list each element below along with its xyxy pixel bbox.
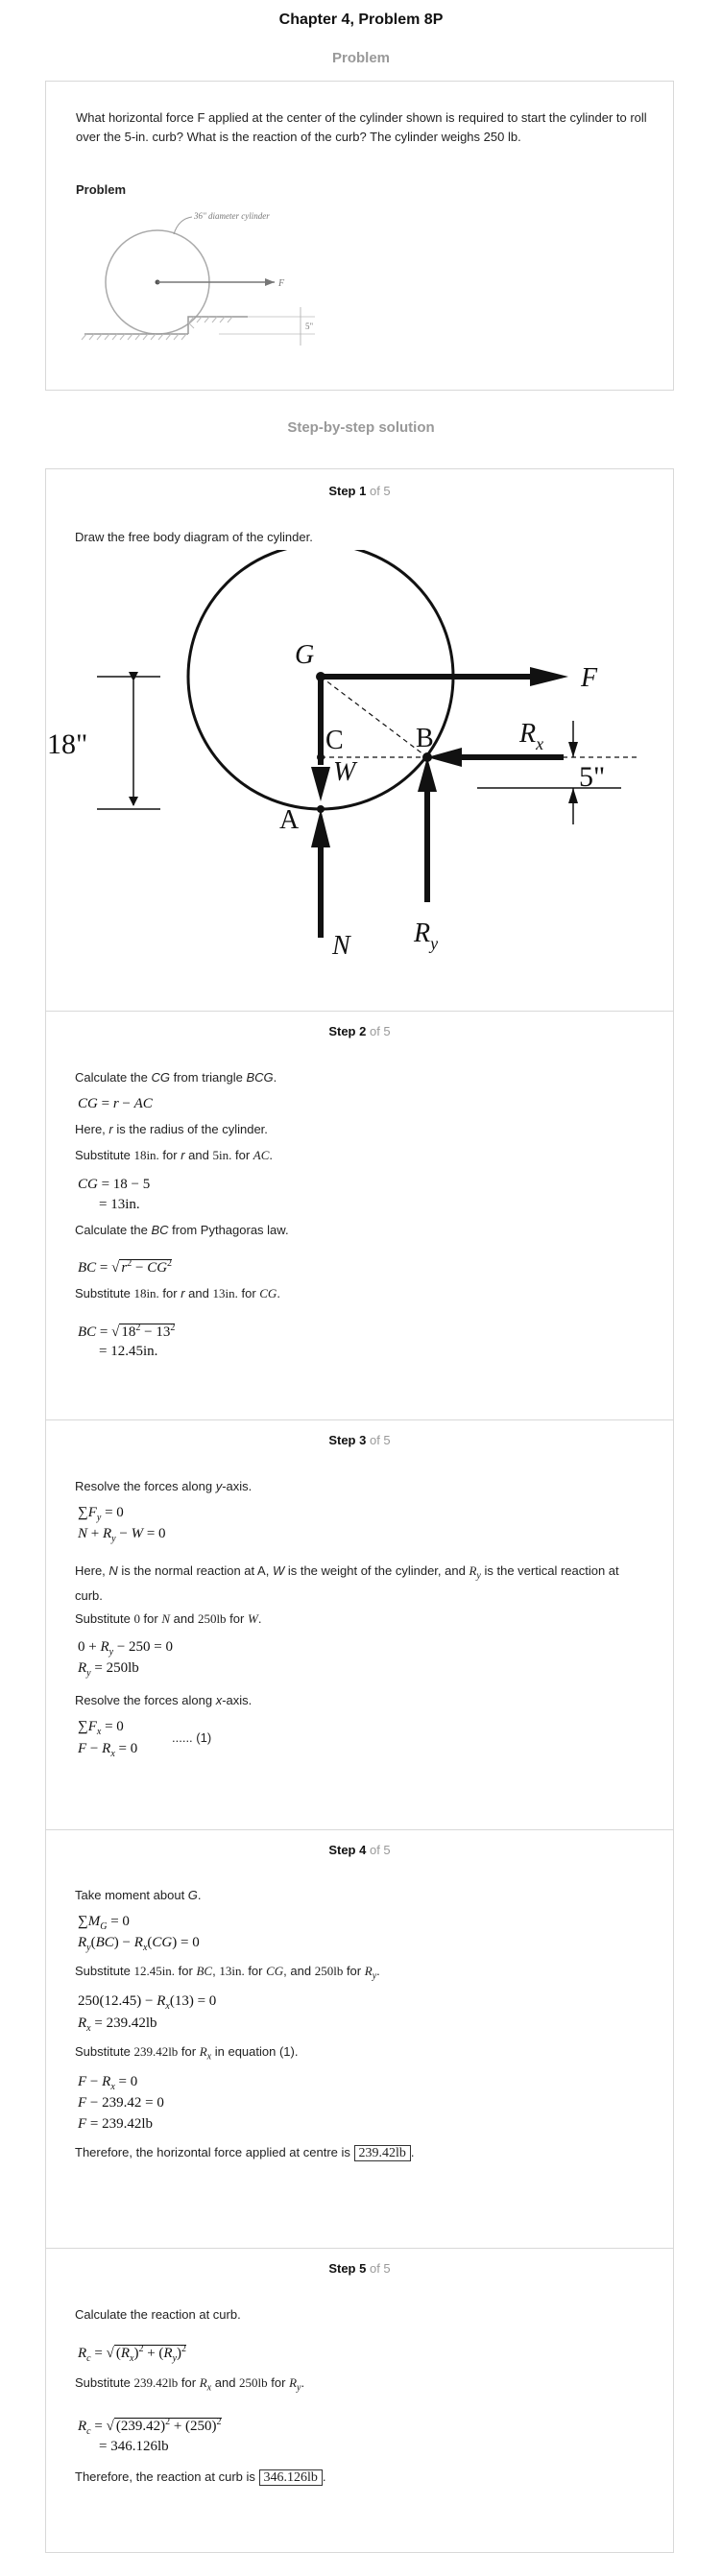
step-1 xyxy=(45,468,674,1011)
step-4-line: Substitute 239.42lb for $R_x$ in equation (1). xyxy=(75,2044,299,2063)
step-3-heading: Step 3 of 5 xyxy=(328,1433,391,1447)
fbd-figure xyxy=(45,550,674,963)
step-5-eq: = 346.126lb xyxy=(99,2439,169,2454)
fbd-label-Rx: $R_x$ xyxy=(519,719,544,753)
step-4-eq: $F - R_x = 0$ xyxy=(78,2074,138,2092)
step-2-line: Calculate the BC from Pythagoras law. xyxy=(75,1223,289,1237)
step-5 xyxy=(45,2248,674,2553)
fbd-dim-18: 18" xyxy=(47,728,88,760)
step-4-eq: $250(12.45) - R_x(13) = 0$ xyxy=(78,1993,217,2012)
step-3-eq: $\sum F_y = 0$ xyxy=(78,1505,124,1523)
step-2-eq: BC = √ $r^2 - CG^2$ xyxy=(78,1258,173,1276)
step-2-line: Calculate the CG from triangle BCG. xyxy=(75,1070,277,1085)
step-2-eq: = 13in. xyxy=(99,1197,140,1212)
step-3-line: Resolve the forces along y-axis. xyxy=(75,1479,253,1493)
step-4-answer-line: Therefore, the horizontal force applied at centre is 239.42lb . xyxy=(75,2145,415,2160)
step-5-answer: 346.126lb xyxy=(259,2469,323,2486)
step-5-answer-line: Therefore, the reaction at curb is 346.126lb . xyxy=(75,2469,326,2485)
step-3-eq: $R_y = 250lb$ xyxy=(78,1660,139,1679)
step-2-eq: CG = 18 − 5 xyxy=(78,1177,151,1192)
step-2-heading: Step 2 of 5 xyxy=(328,1024,391,1038)
problem-heading: Problem xyxy=(331,50,390,66)
step-4-eq: $R_x = 239.42lb$ xyxy=(78,2015,157,2034)
step-4-eq: $\sum M_G = 0$ xyxy=(78,1914,130,1932)
fbd-label-A: A xyxy=(279,805,300,835)
step-5-heading: Step 5 of 5 xyxy=(328,2261,391,2276)
fbd-dim-5: 5" xyxy=(579,761,606,793)
step-1-heading: Step 1 of 5 xyxy=(328,484,391,498)
step-4-heading: Step 4 of 5 xyxy=(328,1843,391,1857)
step-5-line: Substitute 239.42lb for $R_x$ and 250lb for $R_y$. xyxy=(75,2375,305,2394)
step-3-line: Here, N is the normal reaction at A, W is the weight of the cylinder, and $R_y$ is the vertical reaction at curb. xyxy=(75,1563,619,1603)
step-3-line: Resolve the forces along x-axis. xyxy=(75,1693,253,1707)
fbd-label-W: W xyxy=(333,757,356,787)
step-1-text: Draw the free body diagram of the cylinder. xyxy=(75,530,313,544)
step-2-line: Substitute 18in. for r and 13in. for CG. xyxy=(75,1286,280,1300)
step-2-line: Substitute 18in. for r and 5in. for AC. xyxy=(75,1148,274,1162)
step-3-eq: $\sum F_x = 0$ xyxy=(78,1719,124,1737)
step-3 xyxy=(45,1419,674,1829)
problem-figure-curb-label: 5" xyxy=(305,322,314,331)
step-4 xyxy=(45,1829,674,2248)
page-title: Chapter 4, Problem 8P xyxy=(278,12,444,28)
step-4-eq: F = 239.42lb xyxy=(78,2116,154,2132)
step-2-eq-cg: CG = r − AC xyxy=(78,1096,153,1111)
solution-heading: Step-by-step solution xyxy=(287,419,435,436)
step-5-line: Calculate the reaction at curb. xyxy=(75,2307,241,2322)
problem-figure-diameter-label: 36" diameter cylinder xyxy=(194,211,270,221)
fbd-label-G: G xyxy=(295,640,315,670)
problem-figure xyxy=(75,202,353,374)
step-4-eq: F − 239.42 = 0 xyxy=(78,2095,164,2111)
problem-text: What horizontal force F applied at the center of the cylinder shown is required to start the cylinder to roll over the 5-in. curb? What is the reaction of the curb? The cylinder weighs 250 lb. xyxy=(76,110,647,144)
step-4-answer: 239.42lb xyxy=(354,2145,411,2161)
step-3-eq: $0 + R_y - 250 = 0$ xyxy=(78,1639,174,1658)
step-4-line: Take moment about G. xyxy=(75,1888,202,1902)
problem-figure-F: F xyxy=(278,278,285,289)
step-2-eq: = 12.45in. xyxy=(99,1344,158,1359)
fbd-label-F: F xyxy=(581,663,598,693)
step-4-eq: $R_y(BC) - R_x(CG) = 0$ xyxy=(78,1935,200,1953)
step-3-line: Substitute 0 for N and 250lb for W. xyxy=(75,1611,262,1626)
problem-box xyxy=(45,81,674,391)
fbd-label-N: N xyxy=(332,931,350,961)
step-2-line: Here, r is the radius of the cylinder. xyxy=(75,1122,268,1136)
fbd-label-C: C xyxy=(325,726,344,755)
step-2-eq: BC = √ $18^2 - 13^2$ xyxy=(78,1323,176,1340)
fbd-label-B: B xyxy=(416,724,434,753)
problem-label: Problem xyxy=(76,182,127,197)
step-3-eq: $F - R_x = 0$ xyxy=(78,1741,138,1759)
fbd-label-Ry: $R_y$ xyxy=(414,918,439,953)
step-5-eq: $R_c$ = √ $(R_x)^2 + (R_y)^2$ xyxy=(78,2344,187,2364)
step-4-line: Substitute 12.45in. for BC, 13in. for CG, and 250lb for $R_y$. xyxy=(75,1964,380,1982)
step-2 xyxy=(45,1011,674,1419)
step-5-eq: $R_c$ = √ $(239.42)^2 + (250)^2$ xyxy=(78,2417,222,2437)
step-3-eq: $N + R_y - W = 0$ xyxy=(78,1526,166,1544)
step-3-eq-ref: ...... (1) xyxy=(172,1730,212,1745)
